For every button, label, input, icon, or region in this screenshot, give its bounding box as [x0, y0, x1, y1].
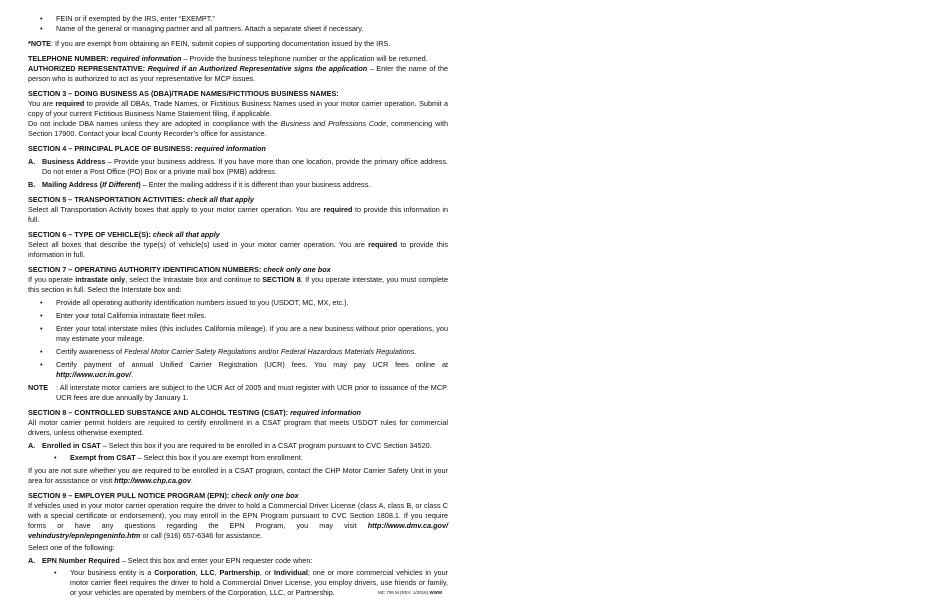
bullet-certify-awareness — [28, 347, 448, 357]
text-run: SECTION 6 – TYPE OF VEHICLE(S): — [28, 230, 151, 239]
text-run: check all that apply — [152, 230, 220, 239]
text-run: If you operate — [28, 275, 76, 284]
item-number: A. — [28, 157, 36, 166]
text-run: Federal Motor Carrier Safety Regulations — [124, 347, 257, 356]
text-run: , commencing with Section 17900. Contact your local County Recorder’s office for assistance. — [28, 119, 448, 138]
text-run: . — [414, 347, 417, 356]
text-run: to provide all DBAs, Trade Names, or Fictitious Business Names used in your motor carrier operation. Submit a copy of your current Fictitious Business Name Statement filing, if applicable. — [28, 99, 448, 118]
text-run: Mailing Address ( — [42, 180, 103, 189]
section-7-title — [28, 265, 448, 275]
text-run: – Provide your business address. If you have more than one location, provide the primary office address. Do not enter a Post Office (PO) Box or a private mail box (PMB) address. — [42, 157, 448, 176]
section-6-title — [28, 230, 448, 240]
text-run: or call (916) 657-6346 for assistance. — [140, 531, 263, 540]
section-3-p1 — [28, 99, 448, 119]
text-run: . — [131, 370, 134, 379]
dmv-link[interactable]: http://www.dmv.ca.gov/ vehindustry/epn/epngeninfo.htm — [28, 521, 448, 540]
text-run: check all that apply — [186, 195, 254, 204]
fein-bullets — [28, 14, 448, 34]
text-run: If vehicles used in your motor carrier operation require the driver to hold a Commercial Driver License (class A, class B, or class C with a special certificate or endorsement), you may enroll in the EPN Program pursuant to CVC Section 1808.1. If you require forms or have any questions regarding the EPN Program, you may visit — [28, 501, 448, 530]
section-9-a — [28, 556, 448, 566]
text-run: SECTION 9 – EMPLOYER PULL NOTICE PROGRAM (EPN): — [28, 491, 230, 500]
text-run: – Select this box if you are exempt from enrollment. — [135, 453, 303, 462]
text-run: ; one or more commercial vehicles in your motor carrier fleet requires the driver to hold a Commercial Driver License, you employ drivers, use friends or family, or your vehicles are operated by members of the Corporation, LLC, or Partnership. — [70, 568, 449, 597]
section-6-text — [28, 240, 448, 260]
bullet-partners: • Name of the general or managing partner and all partners. Attach a separate sheet if necessary. — [28, 24, 448, 34]
text-run: SECTION 7 – OPERATING AUTHORITY IDENTIFICATION NUMBERS: — [28, 265, 262, 274]
text-run: required information — [194, 144, 266, 153]
text-run: Do not include DBA names unless they are adopted in compliance with the — [28, 119, 281, 128]
text-run: required — [55, 99, 85, 108]
text-run: SECTION 8 — [262, 275, 301, 284]
telephone-req: required information — [110, 54, 182, 63]
text-run: to provide this information in full. — [28, 205, 448, 224]
note-fein — [28, 39, 448, 49]
bullet-exempt-csat — [42, 453, 448, 463]
text-run: If Different — [102, 180, 139, 189]
section-4-title — [28, 144, 448, 154]
auth-rep-req: Required if an Authorized Representative signs the application — [147, 64, 368, 73]
bullet-ucr-fees — [28, 360, 448, 380]
text-run: to provide this information in full. — [28, 240, 448, 259]
section-5-title — [28, 195, 448, 205]
item-number: B. — [28, 180, 36, 189]
section-8-a — [28, 441, 448, 451]
text-run: required information — [290, 408, 361, 417]
item-number: A. — [28, 441, 36, 450]
section-8-intro: All motor carrier permit holders are required to certify enrollment in a CSAT program that meets USDOT rules for commercial drivers, unless otherwise exempted. — [28, 418, 448, 437]
ucr-link[interactable]: http://www.ucr.in.gov/ — [56, 370, 132, 379]
section-3-p2 — [28, 119, 448, 139]
text-run: – Select this box and enter your EPN requester code when: — [119, 556, 313, 565]
section-9-title — [28, 491, 448, 501]
text-run: , or — [259, 568, 275, 577]
text-run: Certify payment of annual Unified Carrier Registration (UCR) fees. You may pay UCR fees online at — [56, 360, 448, 369]
text-run: required — [368, 240, 398, 249]
section-3-title: SECTION 3 – DOING BUSINESS AS (DBA)/TRADE NAMES/FICTITIOUS BUSINESS NAMES: — [28, 89, 339, 98]
text-run: Business Address — [42, 157, 106, 166]
text-run: , — [214, 568, 220, 577]
text-run: Partnership — [219, 568, 260, 577]
section-8-unsure — [28, 466, 448, 486]
chp-link[interactable]: http://www.chp.ca.gov — [114, 476, 191, 485]
text-run: . — [190, 476, 193, 485]
text-run: check only one box — [231, 491, 299, 500]
text-run: check only one box — [263, 265, 331, 274]
text-run: Exempt from CSAT — [70, 453, 136, 462]
text-run: ) — [138, 180, 141, 189]
note-text: : If you are exempt from obtaining an FEIN, submit copies of supporting documentation issued by the IRS. — [50, 39, 391, 48]
text-run: SECTION 8 – CONTROLLED SUBSTANCE AND ALCOHOL TESTING (CSAT): — [28, 408, 289, 417]
text-run: required — [323, 205, 353, 214]
bullet-intrastate-miles: • Enter your total California intrastate fleet miles. — [28, 311, 448, 321]
section-5-text — [28, 205, 448, 225]
note-label: *NOTE — [28, 39, 51, 48]
text-run: intrastate only — [75, 275, 126, 284]
text-run: Select all Transportation Activity boxes that apply to your motor carrier operation. You are — [28, 205, 324, 214]
telephone-label: TELEPHONE NUMBER: — [28, 54, 109, 63]
telephone-text: – Provide the business telephone number or the application will be returned. — [181, 54, 428, 63]
section-7-bullets — [28, 298, 448, 380]
text-run: LLC — [200, 568, 215, 577]
footer-suffix: WWW — [429, 590, 443, 595]
item-number: A. — [28, 556, 36, 565]
text-run: and/or — [256, 347, 281, 356]
text-run: Your business entity is a — [70, 568, 155, 577]
bullet-interstate-miles: • Enter your total interstate miles (this includes California mileage). If you are a new business without prior operations, you may estimate your mileage. — [28, 324, 448, 344]
telephone-number — [28, 54, 448, 64]
text-run: Individual — [274, 568, 308, 577]
form-footer — [378, 590, 442, 596]
text-run: . If you operate interstate, you must complete this section in full. Select the Interstate box and: — [28, 275, 448, 294]
text-run: SECTION 5 – TRANSPORTATION ACTIVITIES: — [28, 195, 185, 204]
bullet-fein: • FEIN or if exempted by the IRS, enter “EXEMPT.” — [28, 14, 448, 24]
text-run: Corporation — [154, 568, 196, 577]
form-number: MC 706 M (REV. 1/2016) — [378, 590, 430, 595]
text-run: , select the Intrastate box and continue to — [125, 275, 263, 284]
section-9-select: Select one of the following: — [28, 543, 115, 552]
text-run: – Select this box if you are required to be enrolled in a CSAT program pursuant to CVC Section 34520. — [100, 441, 432, 450]
section-8-exempt — [42, 453, 448, 463]
text-run: EPN Number Required — [42, 556, 120, 565]
text-run: Business and Professions Code — [280, 119, 387, 128]
text-run: Enrolled in CSAT — [42, 441, 101, 450]
authorized-representative — [28, 64, 448, 84]
text-run: – Enter the mailing address if it is different than your business address. — [140, 180, 371, 189]
text-run: Federal Hazardous Materials Regulations — [280, 347, 415, 356]
text-run: If you are not sure whether you are required to be enrolled in a CSAT program, contact the CHP Motor Carrier Safety Unit in your area for assistance or visit — [28, 466, 448, 485]
text-run: SECTION 4 – PRINCIPAL PLACE OF BUSINESS: — [28, 144, 193, 153]
section-9-p1 — [28, 501, 448, 541]
section-4-b — [28, 180, 448, 190]
bullet-authority-numbers: • Provide all operating authority identification numbers issued to you (USDOT, MC, MX, etc.). — [28, 298, 448, 308]
auth-rep-label: AUTHORIZED REPRESENTATIVE: — [28, 64, 146, 73]
text-run: Select all boxes that describe the type(s) of vehicle(s) used in your motor carrier operation. You are — [28, 240, 369, 249]
text-run: You are — [28, 99, 56, 108]
text-run: , — [195, 568, 201, 577]
note-text: : All interstate motor carriers are subject to the UCR Act of 2005 and must register with UCR prior to issuance of the MCP. UCR fees are due annually by January 1. — [56, 383, 448, 402]
instruction-page — [28, 14, 448, 598]
auth-rep-text: – Enter the name of the person who is authorized to act as your representative for MCP issues. — [28, 64, 449, 83]
section-4-a — [28, 157, 448, 177]
text-run: Certify awareness of — [56, 347, 125, 356]
section-7-intro — [28, 275, 448, 295]
section-8-title — [28, 408, 448, 418]
section-7-note — [28, 383, 448, 403]
note-label: NOTE — [28, 383, 49, 392]
